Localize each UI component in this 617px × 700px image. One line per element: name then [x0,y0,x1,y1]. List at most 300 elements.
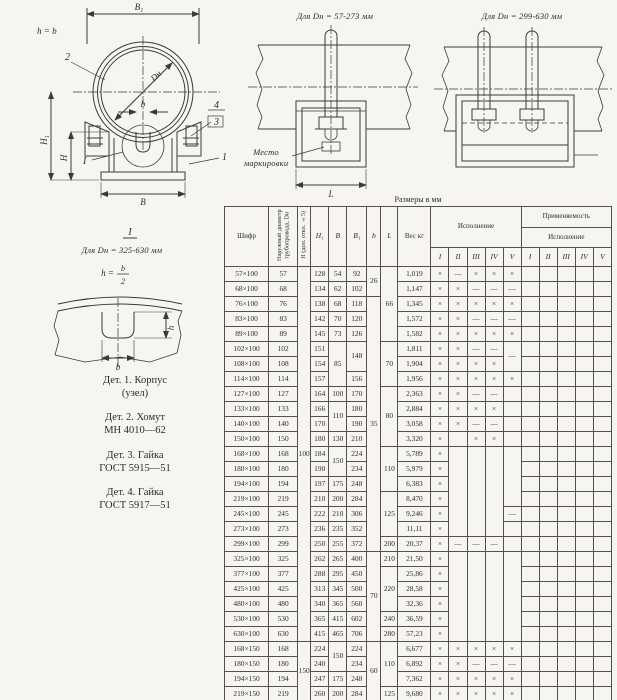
table-cell [575,476,593,491]
table-cell: — [503,506,521,521]
table-cell: × [431,341,449,356]
table-cell [593,386,611,401]
table-cell: 150 [298,641,311,700]
table-cell: — [485,341,503,356]
table-cell [557,371,575,386]
table-cell: 200 [381,536,398,551]
table-cell [539,266,557,281]
table-cell: 168×100 [225,446,269,461]
table-cell: × [503,326,521,341]
table-cell: 180 [269,461,298,476]
callout-3: 3 [214,117,219,128]
table-cell: 134 [311,281,329,296]
table-cell: 80 [381,386,398,446]
table-row [225,311,612,326]
table-cell: 130 [329,431,347,446]
callout-i: I [83,156,87,167]
table-cell: 415 [329,611,347,626]
table-cell: × [467,431,485,446]
part-1-line2: (узел) [121,388,149,400]
table-cell: 340 [311,596,329,611]
table-cell [593,536,611,551]
table-cell: — [467,341,485,356]
table-cell: × [485,401,503,416]
table-cell [539,401,557,416]
table-cell [575,596,593,611]
table-title: Размеры в мм [394,195,442,204]
table-cell: 68 [329,296,347,311]
table-cell: × [431,506,449,521]
table-cell [593,491,611,506]
table-cell: 70 [367,551,381,641]
table-row [225,386,612,401]
table-cell: × [467,356,485,371]
table-cell: 32,36 [398,596,431,611]
table-cell: 5,979 [398,461,431,476]
table-cell: 175 [329,476,347,491]
table-row [225,446,612,461]
table-cell: 156 [347,371,367,386]
part-1-line1: Дет. 1. Корпус [102,375,167,386]
col-header-b-cap: B [329,207,347,267]
table-cell [575,686,593,700]
dim-b1-label: B₁ [134,2,144,12]
table-cell: 235 [329,521,347,536]
table-cell [521,401,539,416]
table-cell: 102 [269,341,298,356]
table-cell: 26 [367,266,381,296]
table-cell: 220 [381,566,398,611]
table-cell [521,551,539,566]
front-view-drawing [15,0,240,210]
table-cell: 36,59 [398,611,431,626]
table-cell [521,506,539,521]
table-cell [467,551,485,641]
table-cell [557,446,575,461]
table-cell: 7,362 [398,671,431,686]
table-cell: 425 [269,581,298,596]
table-cell: × [467,686,485,700]
table-cell [521,626,539,641]
table-cell: 2,363 [398,386,431,401]
table-cell [593,401,611,416]
table-cell: — [467,386,485,401]
table-cell [593,416,611,431]
table-cell [575,266,593,281]
table-row [225,431,612,446]
table-cell [539,686,557,700]
table-row [225,326,612,341]
table-cell: × [431,281,449,296]
table-cell: 21,50 [398,551,431,566]
table-cell: 20,37 [398,536,431,551]
table-cell: 234 [347,656,367,671]
table-cell [485,446,503,536]
table-cell: × [449,671,467,686]
table-cell: 1,019 [398,266,431,281]
table-cell: 180×100 [225,461,269,476]
dim-h-label: H [59,154,69,162]
table-cell: × [431,611,449,626]
table-cell: 630 [269,626,298,641]
col-header-shifr: Шифр [225,207,269,267]
table-cell: 164 [311,386,329,401]
table-cell: × [431,656,449,671]
table-cell: × [449,296,467,311]
table-cell: — [467,281,485,296]
table-cell: 125 [381,491,398,536]
table-cell [593,476,611,491]
table-row [225,551,612,566]
table-cell [557,356,575,371]
table-cell: 219×100 [225,491,269,506]
table-cell: 83×100 [225,311,269,326]
table-cell: 1,811 [398,341,431,356]
table-cell [557,491,575,506]
table-cell: × [467,401,485,416]
table-cell: 245 [269,506,298,521]
table-cell [539,281,557,296]
table-cell: × [485,356,503,371]
table-cell: 1,572 [398,311,431,326]
table-cell: 236 [311,521,329,536]
table-cell [593,356,611,371]
table-cell: × [467,296,485,311]
table-cell: 365 [311,611,329,626]
table-cell [521,521,539,536]
table-cell: — [485,386,503,401]
table-cell: — [449,536,467,551]
part-item-4 [40,486,230,512]
table-cell: 76×100 [225,296,269,311]
table-row [225,296,612,311]
col-header-l: L [381,207,398,267]
table-cell: 28,58 [398,581,431,596]
table-cell: 372 [347,536,367,551]
table-cell: 170 [311,416,329,431]
table-cell: 210 [329,506,347,521]
table-cell: 219 [269,686,298,700]
table-cell [575,446,593,461]
table-cell [575,551,593,566]
table-cell [539,461,557,476]
table-cell [539,611,557,626]
table-cell: 6,383 [398,476,431,491]
table-cell: — [467,656,485,671]
table-cell: × [467,326,485,341]
table-cell [575,341,593,356]
table-cell: 168×150 [225,641,269,656]
table-cell: 245×100 [225,506,269,521]
table-cell: 365 [329,596,347,611]
table-cell: 3,058 [398,416,431,431]
table-cell: 114 [269,371,298,386]
table-cell: 151 [311,341,329,356]
table-cell [575,296,593,311]
table-cell: 190 [347,416,367,431]
part-item-1 [40,374,230,400]
table-cell: 66 [381,266,398,341]
table-cell [539,326,557,341]
table-cell: × [467,671,485,686]
table-cell: 184 [311,446,329,461]
table-cell: — [485,656,503,671]
table-cell [557,401,575,416]
table-cell: 630×100 [225,626,269,641]
col-group-primenyaemost: Применяемость [521,207,611,228]
table-cell: × [431,641,449,656]
table-cell [503,416,521,431]
col-header-dn-text: Наружный диаметр трубопровода, Dн [275,209,291,261]
table-cell: — [485,311,503,326]
table-cell [539,671,557,686]
table-cell: 313 [311,581,329,596]
table-cell [521,596,539,611]
table-cell [575,311,593,326]
col-header-h [298,207,311,267]
table-cell [539,506,557,521]
table-cell [593,596,611,611]
table-cell: 480 [269,596,298,611]
table-cell: 180 [311,431,329,446]
table-body [225,266,612,700]
table-cell: — [485,281,503,296]
table-cell [539,551,557,566]
table-cell [557,281,575,296]
table-cell [557,296,575,311]
table-cell: 273×100 [225,521,269,536]
table-cell: 100 [329,386,347,401]
table-row [225,521,612,536]
col-header-b-small: b [367,207,381,267]
table-cell: 128 [311,266,329,281]
table-cell [503,446,521,506]
detail-range: Для Dн = 325-630 мм [81,245,163,255]
table-cell [593,326,611,341]
table-cell: 120 [347,311,367,326]
table-cell: × [449,326,467,341]
table-cell [593,266,611,281]
table-cell: × [431,491,449,506]
table-cell [521,491,539,506]
table-row [225,686,612,700]
table-cell: — [467,311,485,326]
table-cell: × [449,401,467,416]
table-cell [557,476,575,491]
table-cell: 194 [269,476,298,491]
table-cell [557,341,575,356]
table-cell: 295 [329,566,347,581]
table-cell: × [449,686,467,700]
table-row [225,626,612,641]
table-cell: 284 [347,491,367,506]
table-cell: × [503,641,521,656]
table-cell: 265 [329,551,347,566]
table-cell [575,506,593,521]
table-cell [539,626,557,641]
table-cell: 60 [367,641,381,700]
table-cell: 150 [329,446,347,476]
table-cell: × [449,371,467,386]
table-cell [449,431,467,446]
table-cell: 57,23 [398,626,431,641]
table-cell: 273 [269,521,298,536]
table-cell [593,656,611,671]
table-cell [521,611,539,626]
col-isp-3: III [467,248,485,266]
part-item-3 [40,449,230,475]
table-cell: 500 [347,581,367,596]
table-cell: 1,904 [398,356,431,371]
table-cell: 299 [269,536,298,551]
table-cell: 148 [347,341,367,371]
table-cell [575,461,593,476]
table-cell: 284 [347,686,367,700]
table-cell: 138 [311,296,329,311]
table-cell [539,566,557,581]
table-cell: 76 [269,296,298,311]
table-cell: 248 [347,476,367,491]
col-header-h-text: Н (доп. откл. ±5) [300,211,308,259]
part-3-line1: Дет. 3. Гайка [106,449,164,461]
table-cell: 133 [269,401,298,416]
table-cell: 560 [347,596,367,611]
table-cell: × [431,581,449,596]
table-cell [521,656,539,671]
table-cell: 480×100 [225,596,269,611]
table-cell: 224 [347,446,367,461]
table-cell: 73 [329,326,347,341]
table-cell: × [449,656,467,671]
table-cell: — [485,536,503,551]
table-cell: 345 [329,581,347,596]
table-cell: 450 [347,566,367,581]
table-cell: 200 [329,491,347,506]
table-cell: 352 [347,521,367,536]
table-cell: 530 [269,611,298,626]
table-cell [449,551,467,641]
table-row [225,356,612,371]
table-cell: 190 [311,461,329,476]
table-cell: 6,892 [398,656,431,671]
table-cell [575,536,593,551]
table-cell [539,386,557,401]
table-cell: 180 [347,401,367,416]
col-isp-5: V [503,248,521,266]
table-cell: — [503,656,521,671]
table-cell [521,311,539,326]
table-cell: × [485,296,503,311]
table-cell [575,656,593,671]
table-row [225,536,612,551]
table-cell [521,641,539,656]
table-cell: × [431,461,449,476]
double-view-title: Для Dн = 299-630 мм [481,11,563,21]
table-cell: 108 [269,356,298,371]
table-cell [593,521,611,536]
col-prim-3: III [557,248,575,266]
dim-l-label: L [328,189,334,199]
table-cell: × [467,266,485,281]
table-cell [575,326,593,341]
table-cell [539,536,557,551]
col-prim-5: V [593,248,611,266]
table-cell [557,416,575,431]
table-cell: × [485,671,503,686]
table-cell: 11,11 [398,521,431,536]
table-cell [557,386,575,401]
col-group-ispolnenie: Исполнение [431,207,521,248]
table-cell: × [431,566,449,581]
callout-1: 1 [222,152,227,163]
table-cell: 57×100 [225,266,269,281]
table-cell: × [431,401,449,416]
table-cell: 400 [347,551,367,566]
table-cell [557,536,575,551]
table-cell [539,491,557,506]
table-cell: 70 [329,311,347,326]
table-cell: 248 [347,671,367,686]
table-cell [575,521,593,536]
table-cell: × [503,371,521,386]
part-2-line1: Дет. 2. Хомут [105,412,165,424]
table-cell: 306 [347,506,367,521]
table-cell [521,446,539,461]
table-cell [521,341,539,356]
table-cell [593,626,611,641]
table-row [225,491,612,506]
table-cell [593,281,611,296]
table-cell [503,386,521,401]
table-cell: 68 [269,281,298,296]
table-cell: 194×100 [225,476,269,491]
table-cell [539,341,557,356]
table-cell [593,506,611,521]
table-header [225,207,612,267]
table-cell [557,506,575,521]
table-row [225,341,612,356]
col-isp-4: IV [485,248,503,266]
table-cell: × [431,596,449,611]
table-row [225,461,612,476]
detail-formula-lhs: h = [101,268,114,278]
table-row [225,476,612,491]
table-cell: × [485,686,503,700]
table-cell: × [431,416,449,431]
single-view-title: Для Dн = 57-273 мм [296,11,374,21]
table-cell: 210 [347,431,367,446]
table-row [225,641,612,656]
table-cell [539,521,557,536]
table-cell: 224 [347,641,367,656]
table-cell: × [431,266,449,281]
col-header-h1: H₁ [311,207,329,267]
table-cell [593,431,611,446]
table-row [225,581,612,596]
table-cell [521,266,539,281]
table-cell: × [449,641,467,656]
table-cell: 197 [311,476,329,491]
col-prim-4: IV [575,248,593,266]
table-cell: 224 [311,641,329,656]
dim-b-small-label: b [140,99,146,109]
table-cell: × [485,371,503,386]
table-cell [557,626,575,641]
table-cell: 102×100 [225,341,269,356]
marking-label-line1: Место [253,147,279,157]
table-cell: 83 [269,311,298,326]
table-cell: 168 [269,446,298,461]
